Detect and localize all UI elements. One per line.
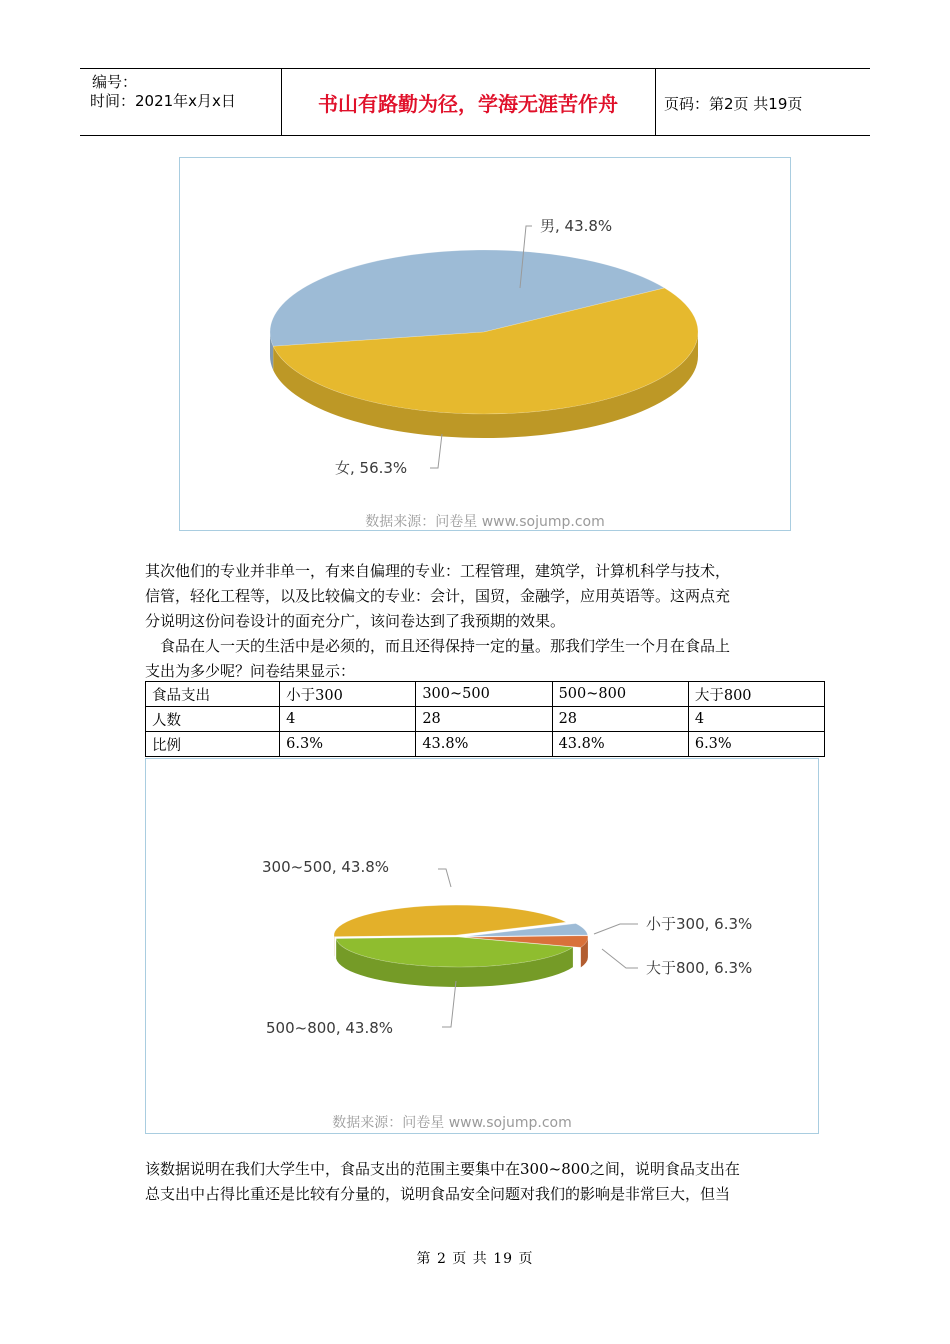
slice-label: 小于300, 6.3% [646,915,753,933]
gender-pie-svg [180,158,790,530]
paragraph-line: 总支出中占得比重还是比较有分量的，说明食品安全问题对我们的影响是非常巨大，但当 [145,1185,731,1203]
conclusion-paragraph [145,1157,815,1207]
header-number-label: 编号： [92,73,138,91]
intro-paragraph [145,559,815,684]
table-cell: 4 [280,707,416,732]
table-cell: 28 [416,707,552,732]
pie-slices [334,905,588,987]
leader-line [430,434,442,468]
table-cell: 28 [552,707,688,732]
table-row [146,682,825,707]
table-cell: 小于300 [280,682,416,707]
paragraph-line: 其次他们的专业并非单一，有来自偏理的专业：工程管理，建筑学，计算机科学与技术， [145,562,731,580]
table-cell: 500~800 [552,682,688,707]
table-cell: 43.8% [416,732,552,757]
food-expense-pie-chart [145,758,819,1134]
header-bottom-rule [80,135,870,136]
slice-label: 大于800, 6.3% [646,959,753,977]
page-footer: 第 2 页 共 19 页 [416,1251,534,1267]
leader-line [594,924,638,934]
table-cell: 6.3% [280,732,416,757]
table-cell: 43.8% [552,732,688,757]
paragraph-line: 该数据说明在我们大学生中，食品支出的范围主要集中在300~800之间，说明食品支出在 [145,1160,740,1178]
slice-label: 女, 56.3% [335,459,408,477]
leader-line [442,981,456,1027]
header-time-label: 时间：2021年x月x日 [90,92,236,110]
paragraph-line: 食品在人一天的生活中是必须的，而且还得保持一定的量。那我们学生一个月在食品上 [145,637,731,655]
table-cell: 300~500 [416,682,552,707]
gender-pie-chart [179,157,791,531]
header-top-rule [80,68,870,69]
paragraph-line: 信管，轻化工程等，以及比较偏文的专业：会计，国贸，金融学，应用英语等。这两点充 [145,587,731,605]
paragraph-line: 分说明这份问卷设计的面充分广，该问卷达到了我预期的效果。 [145,612,566,630]
header-divider [655,69,656,135]
table-cell: 大于800 [688,682,824,707]
leader-line [602,949,638,968]
food-expense-table [145,681,825,757]
paragraph-line: 支出为多少呢？问卷结果显示： [145,662,356,680]
slice-label: 男, 43.8% [540,217,613,235]
pie-slices [270,250,698,438]
chart-source: 数据来源：问卷星 www.sojump.com [365,514,605,530]
leader-line [438,869,451,887]
table-row [146,707,825,732]
table-cell: 人数 [146,707,280,732]
chart-source: 数据来源：问卷星 www.sojump.com [332,1115,572,1131]
table-cell: 比例 [146,732,280,757]
slice-label: 300~500, 43.8% [262,858,390,876]
slice-label: 500~800, 43.8% [266,1019,394,1037]
table-cell: 食品支出 [146,682,280,707]
table-cell: 4 [688,707,824,732]
header-motto: 书山有路勤为径，学海无涯苦作舟 [318,92,618,116]
header-page-info: 页码：第2页 共19页 [664,95,803,113]
food-expense-pie-svg [146,759,818,1133]
table-cell: 6.3% [688,732,824,757]
table-row [146,732,825,757]
